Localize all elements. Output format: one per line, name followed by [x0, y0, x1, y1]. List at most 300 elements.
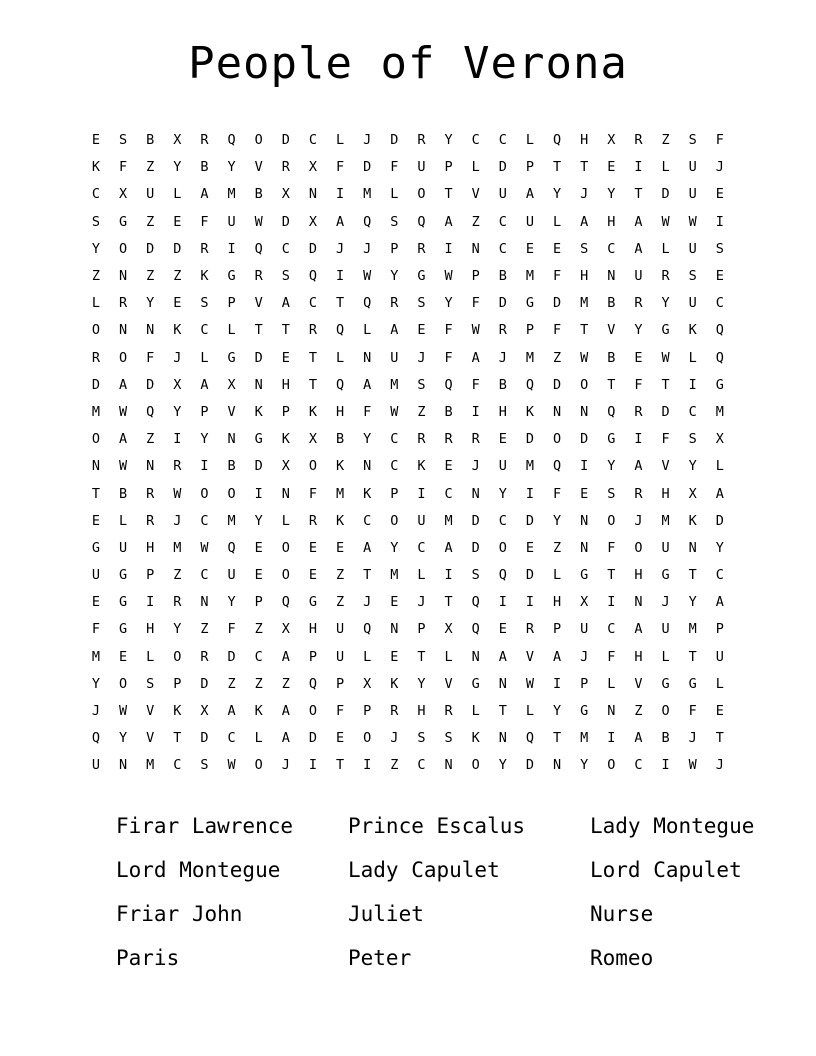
grid-cell: S	[688, 268, 697, 285]
grid-cell: A	[444, 539, 453, 556]
grid-cell: R	[173, 458, 182, 475]
grid-cell: L	[661, 240, 670, 257]
grid-cell: V	[254, 159, 263, 176]
grid-cell: D	[525, 512, 535, 529]
grid-cell: M	[525, 458, 535, 475]
grid-cell: Y	[363, 431, 372, 448]
grid-cell: P	[444, 159, 453, 176]
grid-cell: U	[336, 621, 345, 638]
grid-cell: I	[525, 485, 535, 502]
grid-cell: E	[715, 186, 724, 203]
grid-cell: C	[281, 240, 290, 257]
grid-cell: M	[91, 648, 101, 665]
grid-cell: N	[119, 322, 128, 339]
grid-cell: J	[281, 757, 290, 774]
grid-cell: Q	[498, 567, 507, 584]
grid-cell: A	[200, 186, 209, 203]
grid-cell: X	[308, 213, 318, 230]
grid-row	[84, 236, 732, 263]
grid-cell: E	[580, 485, 589, 502]
grid-cell: U	[417, 512, 426, 529]
grid-cell: I	[173, 431, 182, 448]
grid-cell: Y	[553, 703, 562, 720]
grid-cell: Q	[607, 403, 616, 420]
grid-cell: F	[91, 621, 101, 638]
grid-row	[84, 480, 732, 507]
word-search-grid	[84, 127, 732, 780]
word-list-item: Lord Capulet	[590, 857, 742, 882]
grid-cell: V	[607, 322, 616, 339]
grid-cell: K	[254, 403, 263, 420]
grid-cell: S	[390, 213, 399, 230]
grid-cell: N	[146, 322, 155, 339]
grid-cell: A	[634, 730, 643, 747]
grid-cell: N	[444, 757, 453, 774]
grid-cell: H	[607, 213, 616, 230]
grid-cell: X	[308, 431, 318, 448]
grid-cell: R	[173, 594, 182, 611]
grid-cell: C	[390, 431, 399, 448]
grid-cell: E	[91, 594, 101, 611]
grid-cell: Y	[390, 268, 399, 285]
grid-cell: G	[308, 594, 318, 611]
grid-cell: G	[119, 213, 128, 230]
grid-cell: P	[308, 648, 318, 665]
grid-cell: Z	[553, 349, 562, 366]
grid-cell: H	[661, 485, 670, 502]
grid-cell: V	[146, 730, 155, 747]
grid-cell: T	[308, 349, 318, 366]
grid-cell: W	[661, 213, 670, 230]
grid-cell: W	[688, 213, 697, 230]
grid-cell: E	[254, 567, 263, 584]
grid-cell: N	[553, 757, 562, 774]
grid-cell: D	[525, 757, 535, 774]
grid-cell: E	[634, 349, 643, 366]
grid-cell: A	[281, 648, 290, 665]
grid-cell: U	[661, 621, 670, 638]
grid-row	[84, 127, 732, 154]
grid-cell: Y	[553, 186, 562, 203]
grid-cell: M	[146, 757, 155, 774]
grid-cell: M	[336, 485, 345, 502]
grid-row	[84, 616, 732, 643]
grid-cell: A	[227, 703, 236, 720]
grid-cell: O	[417, 186, 426, 203]
grid-cell: P	[525, 159, 535, 176]
grid-cell: X	[281, 621, 290, 638]
grid-cell: T	[607, 567, 616, 584]
grid-cell: U	[227, 567, 236, 584]
grid-cell: W	[390, 403, 399, 420]
grid-cell: H	[146, 539, 155, 556]
grid-cell: Q	[444, 376, 453, 393]
grid-cell: L	[390, 186, 399, 203]
grid-cell: Z	[336, 594, 345, 611]
grid-cell: L	[119, 512, 128, 529]
grid-cell: M	[91, 403, 101, 420]
grid-cell: P	[227, 295, 236, 312]
grid-cell: K	[254, 703, 263, 720]
grid-cell: I	[308, 757, 318, 774]
grid-cell: M	[390, 376, 399, 393]
grid-cell: Y	[173, 621, 182, 638]
grid-row	[84, 671, 732, 698]
grid-cell: S	[417, 730, 426, 747]
grid-row	[84, 698, 732, 725]
grid-cell: E	[91, 132, 101, 149]
grid-cell: N	[91, 458, 101, 475]
grid-cell: C	[254, 648, 263, 665]
grid-cell: U	[119, 539, 128, 556]
grid-cell: D	[281, 132, 290, 149]
grid-cell: U	[498, 458, 507, 475]
grid-cell: A	[390, 322, 399, 339]
grid-cell: R	[417, 431, 426, 448]
grid-cell: F	[390, 159, 399, 176]
grid-cell: M	[173, 539, 182, 556]
grid-cell: X	[119, 186, 128, 203]
grid-cell: B	[498, 268, 507, 285]
grid-cell: L	[336, 132, 345, 149]
grid-cell: E	[308, 539, 318, 556]
grid-cell: T	[580, 159, 589, 176]
grid-cell: O	[119, 675, 128, 692]
grid-cell: E	[417, 322, 426, 339]
grid-cell: R	[200, 132, 209, 149]
grid-cell: G	[525, 295, 535, 312]
grid-cell: Z	[336, 567, 345, 584]
grid-cell: N	[580, 539, 589, 556]
grid-cell: U	[688, 159, 697, 176]
grid-cell: C	[498, 240, 507, 257]
grid-cell: N	[634, 594, 643, 611]
grid-cell: Q	[553, 132, 562, 149]
grid-cell: A	[634, 213, 643, 230]
grid-cell: P	[146, 567, 155, 584]
grid-cell: D	[661, 403, 670, 420]
grid-cell: I	[715, 213, 724, 230]
grid-cell: O	[281, 539, 290, 556]
grid-cell: J	[363, 594, 372, 611]
grid-cell: J	[417, 349, 426, 366]
grid-cell: I	[146, 594, 155, 611]
grid-cell: P	[363, 703, 372, 720]
grid-cell: N	[580, 512, 589, 529]
grid-cell: Z	[634, 703, 643, 720]
grid-cell: Y	[227, 159, 236, 176]
grid-cell: B	[498, 376, 507, 393]
grid-cell: C	[200, 322, 209, 339]
grid-cell: C	[498, 213, 507, 230]
grid-cell: Y	[173, 403, 182, 420]
grid-cell: U	[661, 539, 670, 556]
grid-cell: H	[146, 621, 155, 638]
grid-cell: O	[390, 512, 399, 529]
grid-cell: R	[146, 512, 155, 529]
grid-cell: J	[661, 594, 670, 611]
grid-cell: Y	[444, 295, 453, 312]
grid-cell: C	[390, 458, 399, 475]
grid-cell: L	[661, 648, 670, 665]
grid-cell: R	[390, 295, 399, 312]
grid-cell: B	[444, 403, 453, 420]
grid-cell: C	[715, 567, 724, 584]
grid-cell: P	[471, 268, 480, 285]
grid-cell: D	[308, 240, 318, 257]
grid-cell: F	[308, 485, 318, 502]
grid-cell: P	[254, 594, 263, 611]
grid-cell: T	[308, 376, 318, 393]
grid-cell: D	[254, 349, 263, 366]
grid-cell: I	[525, 594, 535, 611]
grid-cell: N	[471, 648, 480, 665]
grid-cell: I	[200, 458, 209, 475]
grid-cell: G	[661, 567, 670, 584]
grid-cell: S	[91, 213, 101, 230]
grid-cell: G	[119, 567, 128, 584]
grid-cell: B	[607, 349, 616, 366]
grid-cell: O	[607, 757, 616, 774]
grid-cell: Y	[715, 539, 724, 556]
grid-cell: S	[119, 132, 128, 149]
grid-cell: L	[715, 458, 724, 475]
grid-cell: I	[471, 403, 480, 420]
grid-cell: Z	[254, 621, 263, 638]
grid-cell: G	[417, 268, 426, 285]
grid-cell: J	[715, 757, 724, 774]
grid-cell: N	[471, 485, 480, 502]
grid-cell: E	[281, 349, 290, 366]
grid-cell: N	[688, 539, 697, 556]
grid-cell: Y	[607, 186, 616, 203]
grid-row	[84, 426, 732, 453]
grid-cell: N	[498, 730, 507, 747]
grid-cell: L	[688, 349, 697, 366]
grid-cell: F	[634, 376, 643, 393]
grid-cell: A	[553, 648, 562, 665]
grid-cell: D	[553, 376, 562, 393]
grid-cell: E	[498, 431, 507, 448]
grid-cell: E	[91, 512, 101, 529]
grid-cell: K	[91, 159, 101, 176]
grid-cell: F	[715, 132, 724, 149]
grid-cell: K	[281, 431, 290, 448]
grid-cell: K	[390, 675, 399, 692]
grid-cell: C	[363, 512, 372, 529]
grid-cell: S	[200, 757, 209, 774]
grid-cell: E	[119, 648, 128, 665]
grid-cell: J	[580, 186, 589, 203]
grid-cell: W	[688, 757, 697, 774]
grid-cell: F	[607, 539, 616, 556]
grid-cell: N	[281, 485, 290, 502]
grid-cell: B	[119, 485, 128, 502]
grid-cell: Y	[661, 295, 670, 312]
grid-cell: I	[363, 757, 372, 774]
grid-cell: X	[688, 485, 697, 502]
grid-cell: Q	[525, 730, 535, 747]
grid-cell: I	[498, 594, 507, 611]
grid-cell: L	[336, 349, 345, 366]
grid-cell: F	[444, 349, 453, 366]
grid-cell: O	[91, 322, 101, 339]
grid-cell: P	[553, 621, 562, 638]
grid-cell: U	[688, 186, 697, 203]
grid-cell: Y	[498, 485, 507, 502]
grid-cell: E	[254, 539, 263, 556]
grid-cell: W	[363, 268, 372, 285]
grid-cell: J	[634, 512, 643, 529]
grid-cell: T	[254, 322, 263, 339]
grid-cell: D	[308, 730, 318, 747]
grid-cell: N	[119, 757, 128, 774]
grid-cell: R	[390, 703, 399, 720]
grid-cell: V	[661, 458, 670, 475]
grid-cell: L	[471, 159, 480, 176]
grid-cell: C	[715, 295, 724, 312]
grid-cell: J	[336, 240, 345, 257]
grid-cell: J	[715, 159, 724, 176]
grid-cell: M	[227, 186, 236, 203]
grid-cell: D	[200, 730, 209, 747]
grid-cell: A	[498, 648, 507, 665]
grid-cell: G	[580, 703, 589, 720]
grid-row	[84, 589, 732, 616]
grid-cell: X	[173, 132, 182, 149]
grid-cell: K	[308, 403, 318, 420]
grid-cell: Q	[363, 213, 372, 230]
grid-cell: S	[715, 240, 724, 257]
grid-cell: E	[715, 703, 724, 720]
grid-cell: J	[688, 730, 697, 747]
grid-cell: T	[336, 757, 345, 774]
grid-cell: Q	[363, 621, 372, 638]
grid-cell: W	[580, 349, 589, 366]
grid-cell: D	[471, 539, 480, 556]
grid-cell: D	[580, 431, 589, 448]
grid-cell: I	[634, 159, 643, 176]
grid-cell: Q	[553, 458, 562, 475]
grid-cell: Q	[417, 213, 426, 230]
grid-cell: Q	[308, 268, 318, 285]
grid-cell: S	[417, 376, 426, 393]
grid-cell: R	[634, 295, 643, 312]
grid-cell: N	[607, 703, 616, 720]
grid-cell: B	[254, 186, 263, 203]
grid-cell: X	[363, 675, 372, 692]
grid-cell: C	[200, 512, 209, 529]
grid-cell: Y	[634, 322, 643, 339]
grid-cell: F	[553, 268, 562, 285]
grid-cell: R	[634, 485, 643, 502]
grid-cell: G	[227, 268, 236, 285]
grid-cell: P	[715, 621, 724, 638]
grid-cell: F	[471, 376, 480, 393]
grid-cell: A	[715, 594, 724, 611]
grid-cell: I	[444, 240, 453, 257]
grid-cell: I	[634, 431, 643, 448]
word-list-item: Prince Escalus	[348, 813, 526, 838]
grid-cell: T	[688, 648, 697, 665]
grid-cell: T	[444, 186, 453, 203]
grid-cell: R	[119, 295, 128, 312]
grid-cell: D	[200, 675, 209, 692]
grid-cell: Q	[308, 675, 318, 692]
grid-cell: Z	[417, 403, 426, 420]
grid-cell: W	[227, 757, 236, 774]
grid-cell: M	[715, 403, 724, 420]
word-list-item: Juliet	[348, 901, 424, 926]
grid-cell: L	[254, 730, 263, 747]
grid-cell: L	[200, 349, 209, 366]
grid-cell: L	[281, 512, 290, 529]
grid-cell: O	[254, 132, 263, 149]
grid-cell: K	[688, 512, 697, 529]
grid-cell: H	[553, 594, 562, 611]
grid-cell: U	[715, 648, 724, 665]
grid-cell: H	[634, 567, 643, 584]
grid-cell: N	[308, 186, 318, 203]
grid-cell: S	[688, 132, 697, 149]
grid-cell: X	[607, 132, 616, 149]
grid-cell: N	[363, 349, 372, 366]
grid-cell: E	[525, 240, 535, 257]
word-list-item: Lady Capulet	[348, 857, 500, 882]
grid-cell: R	[254, 268, 263, 285]
grid-cell: G	[471, 675, 480, 692]
grid-cell: W	[119, 403, 128, 420]
grid-cell: U	[91, 757, 101, 774]
grid-cell: C	[498, 512, 507, 529]
grid-cell: I	[227, 240, 236, 257]
grid-cell: F	[661, 431, 670, 448]
grid-cell: L	[444, 648, 453, 665]
grid-cell: P	[336, 675, 345, 692]
grid-row	[84, 181, 732, 208]
grid-cell: E	[715, 268, 724, 285]
word-list-item: Peter	[348, 945, 412, 970]
grid-cell: R	[498, 322, 507, 339]
grid-cell: I	[607, 594, 616, 611]
grid-row	[84, 372, 732, 399]
grid-cell: I	[444, 567, 453, 584]
grid-row	[84, 644, 732, 671]
grid-cell: N	[119, 268, 128, 285]
grid-cell: A	[119, 431, 128, 448]
grid-cell: Y	[390, 539, 399, 556]
grid-cell: X	[715, 431, 724, 448]
grid-cell: Q	[471, 594, 480, 611]
grid-cell: Y	[200, 431, 209, 448]
grid-cell: Q	[363, 295, 372, 312]
grid-cell: U	[146, 186, 155, 203]
word-list	[68, 804, 755, 980]
grid-cell: D	[498, 295, 507, 312]
grid-cell: Q	[471, 621, 480, 638]
grid-cell: X	[200, 703, 209, 720]
grid-cell: Z	[471, 213, 480, 230]
grid-cell: M	[525, 268, 535, 285]
word-list-item: Firar Lawrence	[116, 813, 294, 838]
grid-cell: X	[173, 376, 182, 393]
grid-cell: Z	[661, 132, 670, 149]
grid-row	[84, 752, 732, 779]
grid-cell: Z	[146, 268, 155, 285]
grid-cell: B	[661, 730, 670, 747]
grid-cell: E	[607, 159, 616, 176]
grid-cell: P	[390, 240, 399, 257]
